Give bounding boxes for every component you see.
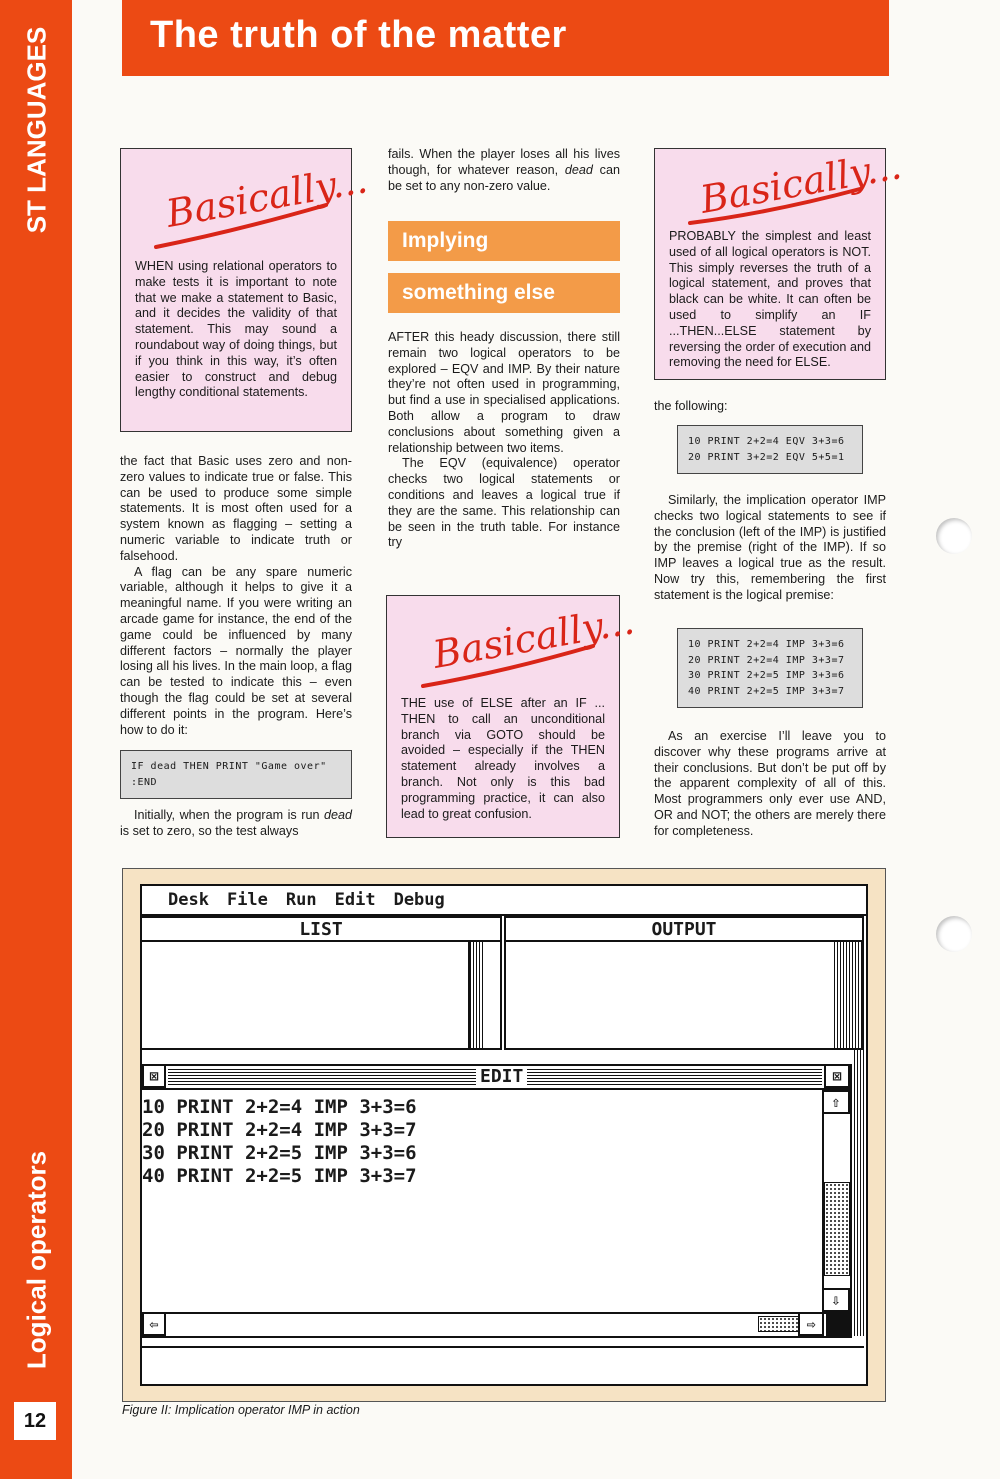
edit-vertical-scrollbar[interactable] [822, 1090, 850, 1312]
code-line: 10 PRINT 2+2=4 EQV 3+3=6 [688, 436, 845, 447]
list-scrollbar[interactable] [470, 942, 484, 1048]
col3-paragraph-1: the following: [654, 399, 728, 413]
scroll-down-icon[interactable]: ⇩ [822, 1288, 850, 1312]
code-line: 30 PRINT 2+2=5 IMP 3+3=6 [688, 670, 845, 681]
code-line: 20 PRINT 2+2=4 IMP 3+3=7 [688, 654, 845, 666]
col3-paragraph-2: Similarly, the implication operator IMP checks two logical statements to see if the conclusion (left of the IMP) is justified by the premise (right of the IMP). If so IMP leaves a logical true as the result. Now try this, remembering the first statement is the logical premise: [654, 493, 886, 602]
topic-label-text: Logical operators [21, 1150, 52, 1370]
close-icon[interactable]: ⊠ [142, 1064, 166, 1088]
menu-bar [142, 886, 866, 916]
horizontal-scroll-thumb[interactable] [758, 1316, 800, 1332]
box-1-text: WHEN using relational operators to make tests it is important to note that we make a statement to Basic, and it decides the validity of that statement. This may sound a roundabout way of doing things, but if you think in this way, it’s often easier to construct and debug lengthy conditional statements. [135, 259, 337, 400]
resize-handle-icon[interactable] [826, 1314, 850, 1336]
section-label [14, 0, 60, 260]
binder-hole [936, 916, 972, 952]
col1-paragraph-2: A flag can be any spare numeric variable, although it helps to give it a meaningful name. If you were writing an arcade game for instance, the end of the game could be influenced by many different factors – normally the player losing all his lives. In the main loop, a flag can be tested to indicate this – even though the flag could be set at several different points in the program. Here’s how to do it: [120, 564, 352, 737]
scroll-up-icon[interactable]: ⇧ [822, 1090, 850, 1114]
menu-debug[interactable]: Debug [393, 890, 445, 910]
vertical-scroll-thumb[interactable] [824, 1182, 850, 1276]
svg-text:Basically...: Basically... [429, 598, 638, 677]
svg-text:Basically...: Basically... [162, 157, 371, 236]
st-basic-screen [140, 884, 868, 1386]
code-line: IF dead THEN PRINT "Game over" [131, 761, 327, 772]
edit-window [140, 1064, 852, 1338]
column-3-top [654, 399, 886, 415]
section-label-text: ST LANGUAGES [21, 26, 52, 234]
edit-line[interactable]: 10 PRINT 2+2=4 IMP 3+3=6 [142, 1096, 417, 1118]
code-line: 40 PRINT 2+2=5 IMP 3+3=7 [688, 685, 845, 697]
column-2-body [388, 330, 620, 551]
column-1-end [120, 808, 352, 840]
column-1 [120, 454, 352, 738]
edit-line[interactable]: 20 PRINT 2+2=4 IMP 3+3=7 [142, 1119, 417, 1141]
box-3-text: PROBABLY the simplest and least used of all logical operators is NOT. This simply reverses the truth of a logical statement, and proves that black can be white. It can often be used to simplify an IF ...THEN...ELSE statement by reversing the order of execution and removing the need for ELSE. [669, 229, 871, 370]
code-line: 20 PRINT 3+2=2 EQV 5+5=1 [688, 451, 845, 463]
menu-desk[interactable]: Desk [168, 890, 209, 910]
edit-horizontal-scrollbar[interactable] [142, 1312, 850, 1336]
topic-label [14, 1140, 60, 1380]
list-window-title: LIST [142, 918, 500, 942]
basically-logo [403, 596, 638, 696]
page-number: 12 [14, 1402, 56, 1440]
output-window-title: OUTPUT [506, 918, 862, 942]
col3-paragraph-3: As an exercise I’ll leave you to discover why these programs arrive at their conclusions. But don’t be put off by the apparent complexity of all of this. Most programmers only ever use AND, OR and NOT; the others are merely there for completeness. [654, 729, 886, 838]
edit-title-bar[interactable] [142, 1066, 850, 1090]
menu-file[interactable]: File [226, 890, 268, 910]
bottom-rule [140, 1346, 864, 1348]
col2-paragraph-1: fails. When the player loses all his lives though, for whatever reason, dead can be set to any non-zero value. [388, 147, 620, 193]
basically-box-1 [120, 148, 371, 432]
sidebar [0, 0, 72, 1479]
figure-caption: Figure II: Implication operator IMP in action [122, 1403, 360, 1417]
code-listing-eqv [677, 425, 863, 474]
menu-run[interactable]: Run [285, 890, 317, 910]
title-banner [122, 0, 889, 76]
col2-paragraph-3: The EQV (equivalence) operator checks two logical statements or conditions and leaves a logical true if they are the same. This relationship can be seen in the truth table. For instance try [388, 456, 620, 550]
col1-paragraph-3: Initially, when the program is run dead is set to zero, so the test always [120, 808, 352, 838]
code-listing-flag [120, 750, 352, 799]
fullscreen-icon[interactable]: ⊠ [824, 1064, 850, 1088]
output-scrollbar-extension [854, 1050, 866, 1336]
subheading-implying: Implying [388, 221, 620, 261]
code-line: 10 PRINT 2+2=4 IMP 3+3=6 [688, 639, 845, 650]
code-listing-imp [677, 628, 863, 708]
basically-logo [670, 143, 905, 229]
basically-logo [136, 149, 371, 259]
list-window [140, 916, 502, 1050]
svg-text:Basically...: Basically... [697, 143, 905, 222]
column-3-mid [654, 493, 886, 604]
edit-window-title: EDIT [476, 1066, 527, 1088]
subheading-something-else: something else [388, 273, 620, 313]
edit-line[interactable]: 30 PRINT 2+2=5 IMP 3+3=6 [142, 1142, 417, 1164]
column-3-end [654, 729, 886, 840]
edit-listing[interactable] [142, 1096, 417, 1188]
output-window [504, 916, 864, 1050]
column-2-top [388, 147, 620, 194]
code-line: :END [131, 776, 158, 788]
scroll-right-icon[interactable]: ⇨ [798, 1312, 824, 1336]
menu-edit[interactable]: Edit [334, 890, 376, 910]
scroll-left-icon[interactable]: ⇦ [142, 1312, 166, 1336]
col1-paragraph-1: the fact that Basic uses zero and non-zero values to indicate true or false. This can be used to produce some simple statements. It is most often used for a system known as flagging – setting a numeric variable to indicate truth or falsehood. [120, 454, 352, 563]
page-title: The truth of the matter [150, 14, 567, 56]
binder-hole [936, 518, 972, 554]
basically-box-2 [386, 595, 638, 838]
edit-line[interactable]: 40 PRINT 2+2=5 IMP 3+3=7 [142, 1165, 417, 1187]
divider [468, 942, 470, 1048]
output-scrollbar[interactable] [834, 942, 862, 1048]
basically-box-3 [654, 143, 905, 380]
box-2-text: THE use of ELSE after an IF ... THEN to call an unconditional branch via GOTO should be avoided – especially if the THEN statement already involves a branch. Not only is this bad programming practice, it can also lead to great confusion. [401, 696, 605, 821]
col2-paragraph-2: AFTER this heady discussion, there still remain two logical operators to be explored – EQV and IMP. By their nature they’re not often used in programming, but find a use in specialised applications. Both allow a program to draw conclusions about something given a relationship between two items. [388, 330, 620, 455]
